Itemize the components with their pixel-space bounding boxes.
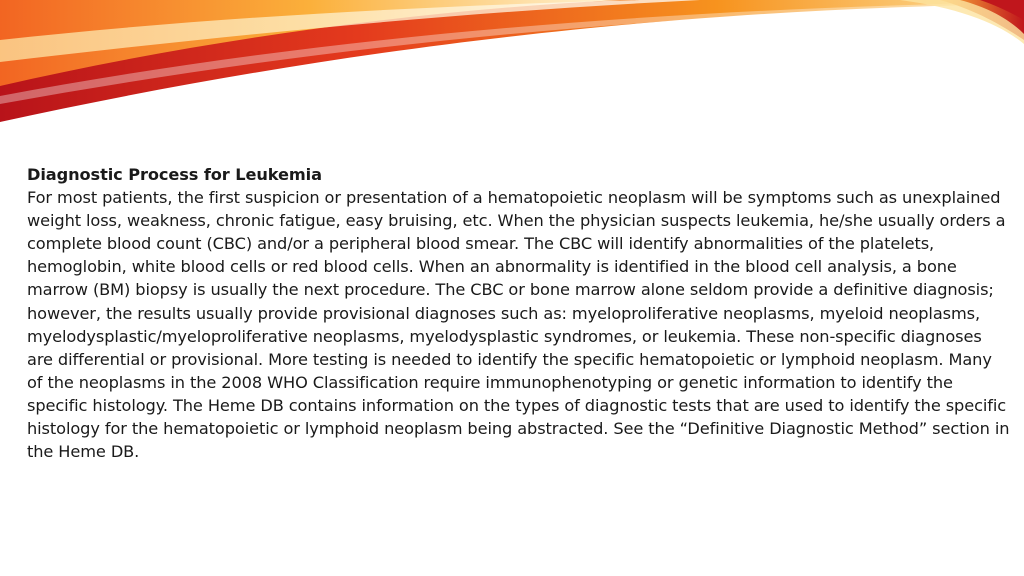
decorative-flame-banner xyxy=(0,0,1024,130)
slide-body-text: For most patients, the first suspicion or presentation of a hematopoietic neoplasm will be symptoms such as unexplained weight loss, weakness, chronic fatigue, easy bruising, etc. When the physician suspects leukemia, he/she usually orders a complete blood count (CBC) and/or a peripheral blood smear. The CBC will identify abnormalities of the platelets, hemoglobin, white blood cells or red blood cells. When an abnormality is identified in the blood cell analysis, a bone marrow (BM) biopsy is usually the next procedure. The CBC or bone marrow alone seldom provide a definitive diagnosis; however, the results usually provide provisional diagnoses such as: myeloproliferative neoplasms, myeloid neoplasms, myelodysplastic/myeloproliferative neoplasms, myelodysplastic syndromes, or leukemia. These non-specific diagnoses are differential or provisional. More testing is needed to identify the specific hematopoietic or lymphoid neoplasm. Many of the neoplasms in the 2008 WHO Classification require immunophenotyping or genetic information to identify the specific histology. The Heme DB contains information on the types of diagnostic tests that are used to identify the specific histology for the hematopoietic or lymphoid neoplasm being abstracted. See the “Definitive Diagnostic Method” section in the Heme DB. xyxy=(27,188,1010,462)
slide-heading: Diagnostic Process for Leukemia xyxy=(27,165,322,184)
slide-content xyxy=(27,163,1012,463)
